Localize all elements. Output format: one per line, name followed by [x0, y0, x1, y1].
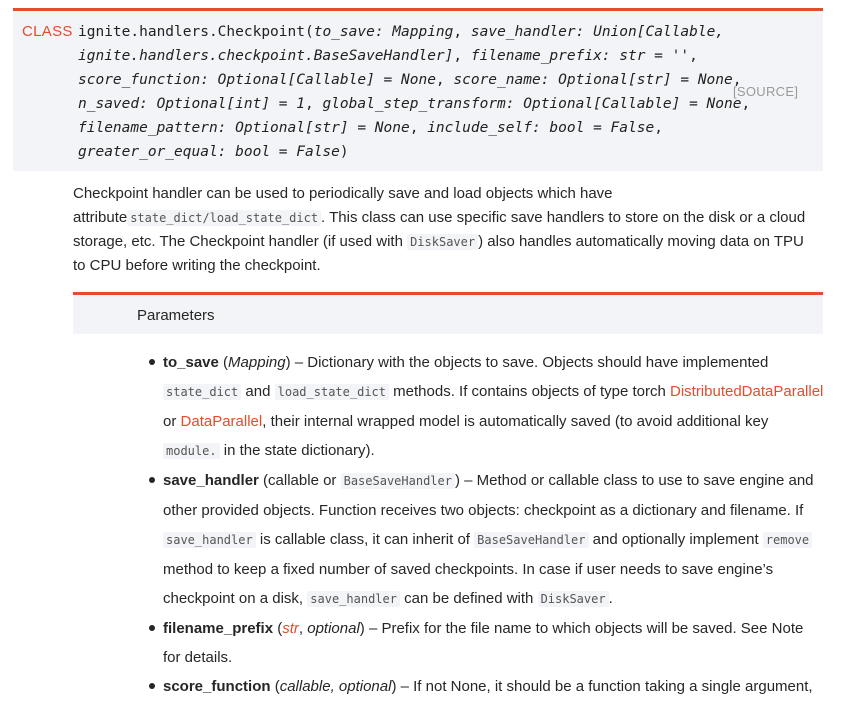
text-run: ) – Method or callable class to use to save engine and other provided objects. Function receives two objects: checkpoint as a dictionary and filename. If	[163, 472, 814, 519]
signature-param: global_step_transform: Optional[Callable] = None	[322, 96, 742, 112]
class-signature-block	[13, 8, 823, 171]
text-run: (	[273, 620, 283, 637]
text-run: . This class can use specific save handlers to store on the disk or a cloud storage, etc. The Checkpoint handler (if used with	[73, 209, 806, 250]
text-run: and	[241, 383, 275, 400]
signature-text: ,	[741, 96, 751, 112]
text-run: .	[608, 590, 613, 607]
class-description	[73, 182, 813, 278]
class-keyword: CLASS	[22, 23, 73, 40]
inline-code: load_state_dict	[275, 384, 389, 400]
parameter-name: filename_prefix	[163, 620, 274, 637]
text-run: (	[270, 678, 280, 695]
signature-param: n_saved: Optional[int] = 1	[78, 96, 305, 112]
text-run: ,	[298, 620, 308, 637]
signature-param: greater_or_equal: bool = False	[78, 144, 340, 160]
bullet-icon	[149, 477, 155, 483]
signature-text: )	[339, 144, 349, 160]
parameter-type: callable, optional	[279, 678, 392, 695]
signature-param: save_handler: Union[Callable,	[470, 24, 725, 40]
text-run: or	[163, 413, 181, 430]
text-run: (callable or	[258, 472, 341, 489]
inline-code: save_handler	[163, 532, 256, 548]
signature-text: ,	[453, 24, 471, 40]
inline-code: module.	[163, 443, 220, 459]
signature-text: ignite.handlers.Checkpoint	[78, 24, 305, 40]
inline-code: state_dict/load_state_dict	[127, 210, 321, 226]
text-run: , their internal wrapped model is automatically saved (to avoid additional key	[262, 413, 769, 430]
parameter-type: Mapping	[228, 354, 286, 371]
signature-text: ,	[689, 48, 698, 64]
text-run: ) – Prefix for the file name to which objects will be saved. See Note for details.	[163, 620, 804, 666]
text-run: method to keep a fixed number of saved checkpoints. In case if user needs to save engine’s checkpoint on a disk,	[163, 561, 774, 607]
text-run: can be defined with	[399, 590, 538, 607]
parameter-item	[149, 614, 824, 672]
bullet-icon	[149, 683, 155, 689]
parameters-header	[73, 292, 823, 334]
signature-line	[78, 44, 750, 68]
inline-code: save_handler	[307, 591, 400, 607]
signature-text: ,	[732, 72, 742, 88]
signature-text: ,	[435, 72, 454, 88]
parameters-title: Parameters	[137, 307, 215, 324]
signature-param: filename_pattern: Optional[str] = None	[78, 120, 410, 136]
text-run: ) – If not None, it should be a function taking a single argument,	[391, 678, 813, 695]
text-run: (	[218, 354, 229, 371]
parameter-name: score_function	[163, 678, 271, 695]
parameter-item	[149, 348, 824, 466]
text-run: is callable class, it can inherit of	[255, 531, 475, 548]
signature-param: score_name: Optional[str] = None	[453, 72, 733, 88]
signature-line	[78, 20, 750, 44]
inline-code: DiskSaver	[538, 591, 609, 607]
signature-param: score_function: Optional[Callable] = None	[78, 72, 436, 88]
text-run: and optionally implement	[588, 531, 763, 548]
text-run: ) also handles automatically moving data on TPU to CPU before writing the checkpoint.	[73, 233, 804, 274]
signature-line	[78, 68, 750, 92]
signature-param: filename_prefix: str = ''	[470, 48, 690, 64]
parameter-item	[149, 466, 824, 614]
text-run: methods. If contains objects of type torch	[389, 383, 670, 400]
signature-line	[78, 140, 750, 164]
signature-line	[78, 116, 750, 140]
bullet-icon	[149, 625, 155, 631]
inline-code: state_dict	[163, 384, 241, 400]
type-link[interactable]: str	[282, 620, 299, 637]
text-run: ) – Dictionary with the objects to save. Objects should have implemented	[285, 354, 769, 371]
signature-lines	[78, 20, 750, 164]
doc-link[interactable]: DistributedDataParallel	[669, 383, 824, 400]
signature-text: ,	[654, 120, 663, 136]
text-run: in the state dictionary).	[219, 442, 375, 459]
signature-text: (	[304, 24, 314, 40]
parameter-name: save_handler	[163, 472, 259, 489]
signature-param: ignite.handlers.checkpoint.BaseSaveHandler]	[78, 48, 454, 64]
parameter-type: optional	[307, 620, 360, 637]
doc-link[interactable]: DataParallel	[180, 413, 263, 430]
signature-param: to_save: Mapping	[313, 24, 454, 40]
signature-text: ,	[453, 48, 471, 64]
inline-code: remove	[763, 532, 812, 548]
source-link[interactable]: [SOURCE]	[733, 84, 799, 99]
inline-code: DiskSaver	[407, 234, 478, 250]
parameters-list	[149, 348, 824, 701]
inline-code: BaseSaveHandler	[474, 532, 588, 548]
signature-text: ,	[409, 120, 428, 136]
signature-text: ,	[304, 96, 323, 112]
inline-code: BaseSaveHandler	[341, 473, 455, 489]
parameter-item	[149, 672, 824, 701]
signature-line	[78, 92, 750, 116]
text-run: Checkpoint handler can be used to periodically save and load objects which have attribute	[73, 185, 613, 226]
signature-param: include_self: bool = False	[427, 120, 655, 136]
parameter-name: to_save	[163, 354, 219, 371]
bullet-icon	[149, 359, 155, 365]
